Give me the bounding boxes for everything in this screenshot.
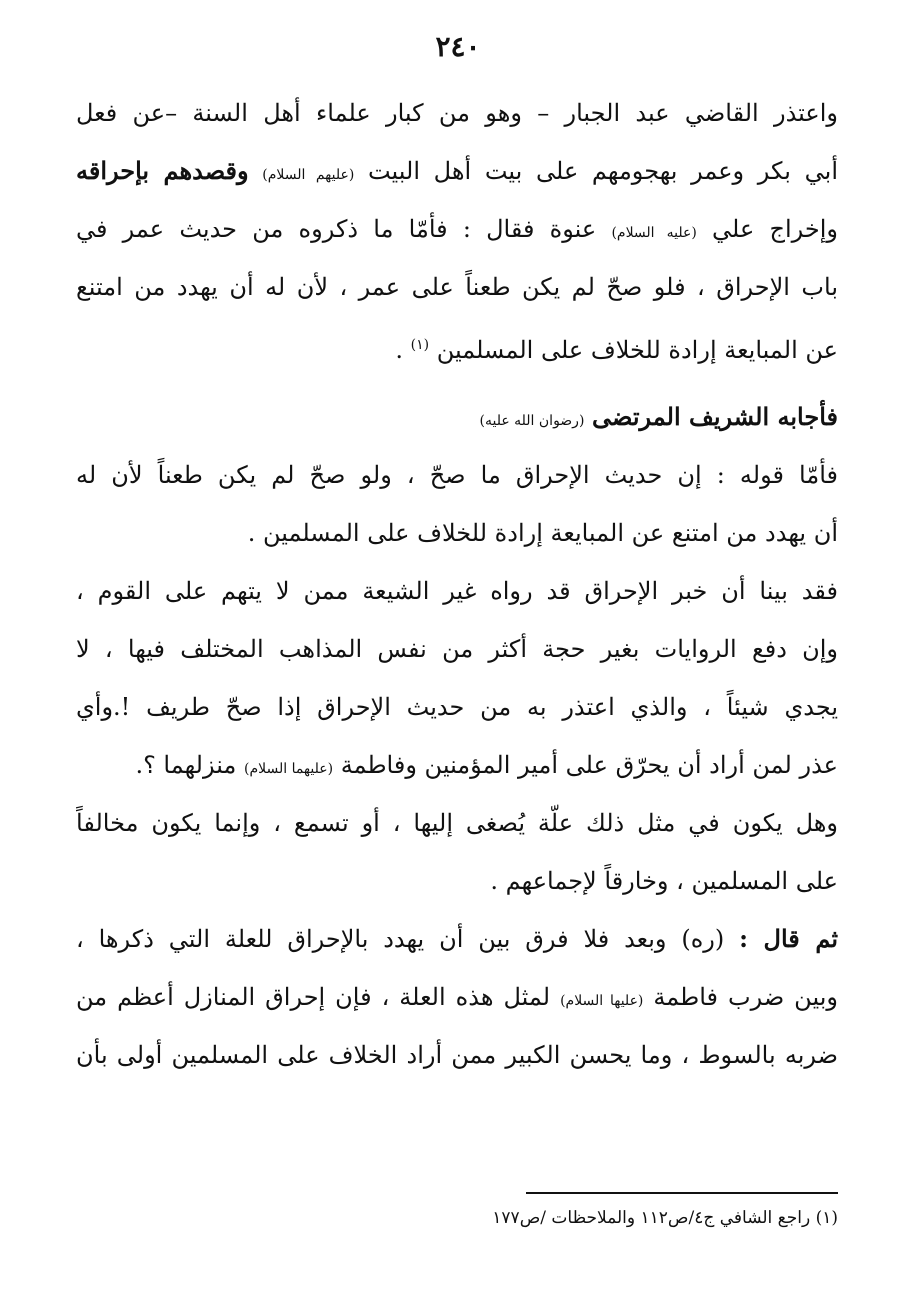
text-line — [76, 142, 838, 200]
paragraph-2 — [76, 446, 838, 562]
text-line: على المسلمين ، وخارقاً لإجماعهم . — [490, 867, 838, 895]
footnote-reference: (١) — [410, 337, 430, 353]
text-line — [76, 910, 838, 968]
text-line: فقد بينا أن خبر الإحراق قد رواه غير الشيعة ممن لا يتهم على القوم ، — [76, 577, 838, 605]
text-line — [76, 316, 838, 374]
page-number: ٢٤٠ — [435, 30, 481, 63]
paragraph-4 — [76, 794, 838, 910]
footnote-text: راجع الشافي ج٤/ص١١٢ والملاحظات /ص١٧٧ — [492, 1208, 811, 1228]
honorific-note: (رضوان الله عليه) — [479, 413, 585, 429]
text-run: وبين ضرب فاطمة — [653, 983, 838, 1011]
text-line: واعتذر القاضي عبد الجبار – وهو من كبار علماء أهل السنة –عن فعل — [76, 99, 838, 127]
page-body — [76, 84, 838, 1084]
honorific-note: (عليهم السلام) — [262, 167, 355, 183]
text-run: عنوة فقال : فأمّا ما ذكروه من حديث عمر في — [76, 215, 597, 243]
heading-title: فأجابه الشريف المرتضى — [592, 402, 838, 431]
text-line: وإن دفع الروايات بغير حجة أكثر من نفس المذاهب المختلف فيها ، لا — [76, 635, 838, 663]
text-run: عذر لمن أراد أن يحرّق على أمير المؤمنين وفاطمة — [340, 751, 838, 779]
footnote-divider — [526, 1192, 838, 1194]
text-line: أن يهدد من امتنع عن المبايعة إرادة للخلاف على المسلمين . — [247, 519, 838, 547]
text-run: لمثل هذه العلة ، فإن إحراق المنازل أعظم من — [76, 983, 551, 1011]
honorific-note: (عليها السلام) — [560, 993, 644, 1009]
text-run: وقصدهم بإحراقه — [76, 156, 249, 185]
text-run: عن المبايعة إرادة للخلاف على المسلمين — [436, 336, 838, 364]
honorific-note: (عليهما السلام) — [243, 761, 334, 777]
text-line — [76, 968, 838, 1026]
text-line: وهل يكون في مثل ذلك علّة يُصغى إليها ، أو تسمع ، وإنما يكون مخالفاً — [76, 809, 838, 837]
honorific-note: (عليه السلام) — [611, 225, 697, 241]
section-heading — [76, 388, 838, 446]
text-line — [76, 200, 838, 258]
text-line: ضربه بالسوط ، وما يحسن الكبير ممن أراد الخلاف على المسلمين أولى بأن — [76, 1041, 838, 1069]
paragraph-5 — [76, 910, 838, 1084]
text-run: . — [395, 336, 403, 364]
text-run: ثم قال : — [739, 924, 838, 953]
text-run: وإخراج علي — [712, 215, 838, 243]
text-line: يجدي شيئاً ، والذي اعتذر به من حديث الإحراق إذا صحّ طريف !.وأي — [76, 693, 838, 721]
text-line: فأمّا قوله : إن حديث الإحراق ما صحّ ، ولو صحّ لم يكن طعناً لأن له — [76, 461, 838, 489]
footnote — [476, 1208, 838, 1228]
footnote-number: (١) — [815, 1208, 838, 1228]
paragraph-1 — [76, 84, 838, 374]
text-line — [76, 736, 838, 794]
text-run: منزلهما ؟. — [135, 751, 237, 779]
text-run: أبي بكر وعمر بهجومهم على بيت أهل البيت — [367, 157, 838, 185]
text-line: باب الإحراق ، فلو صحّ لم يكن طعناً على عمر ، لأن له أن يهدد من امتنع — [76, 273, 838, 301]
text-run: (ره) وبعد فلا فرق بين أن يهدد بالإحراق للعلة التي ذكرها ، — [76, 925, 725, 953]
paragraph-3 — [76, 562, 838, 794]
